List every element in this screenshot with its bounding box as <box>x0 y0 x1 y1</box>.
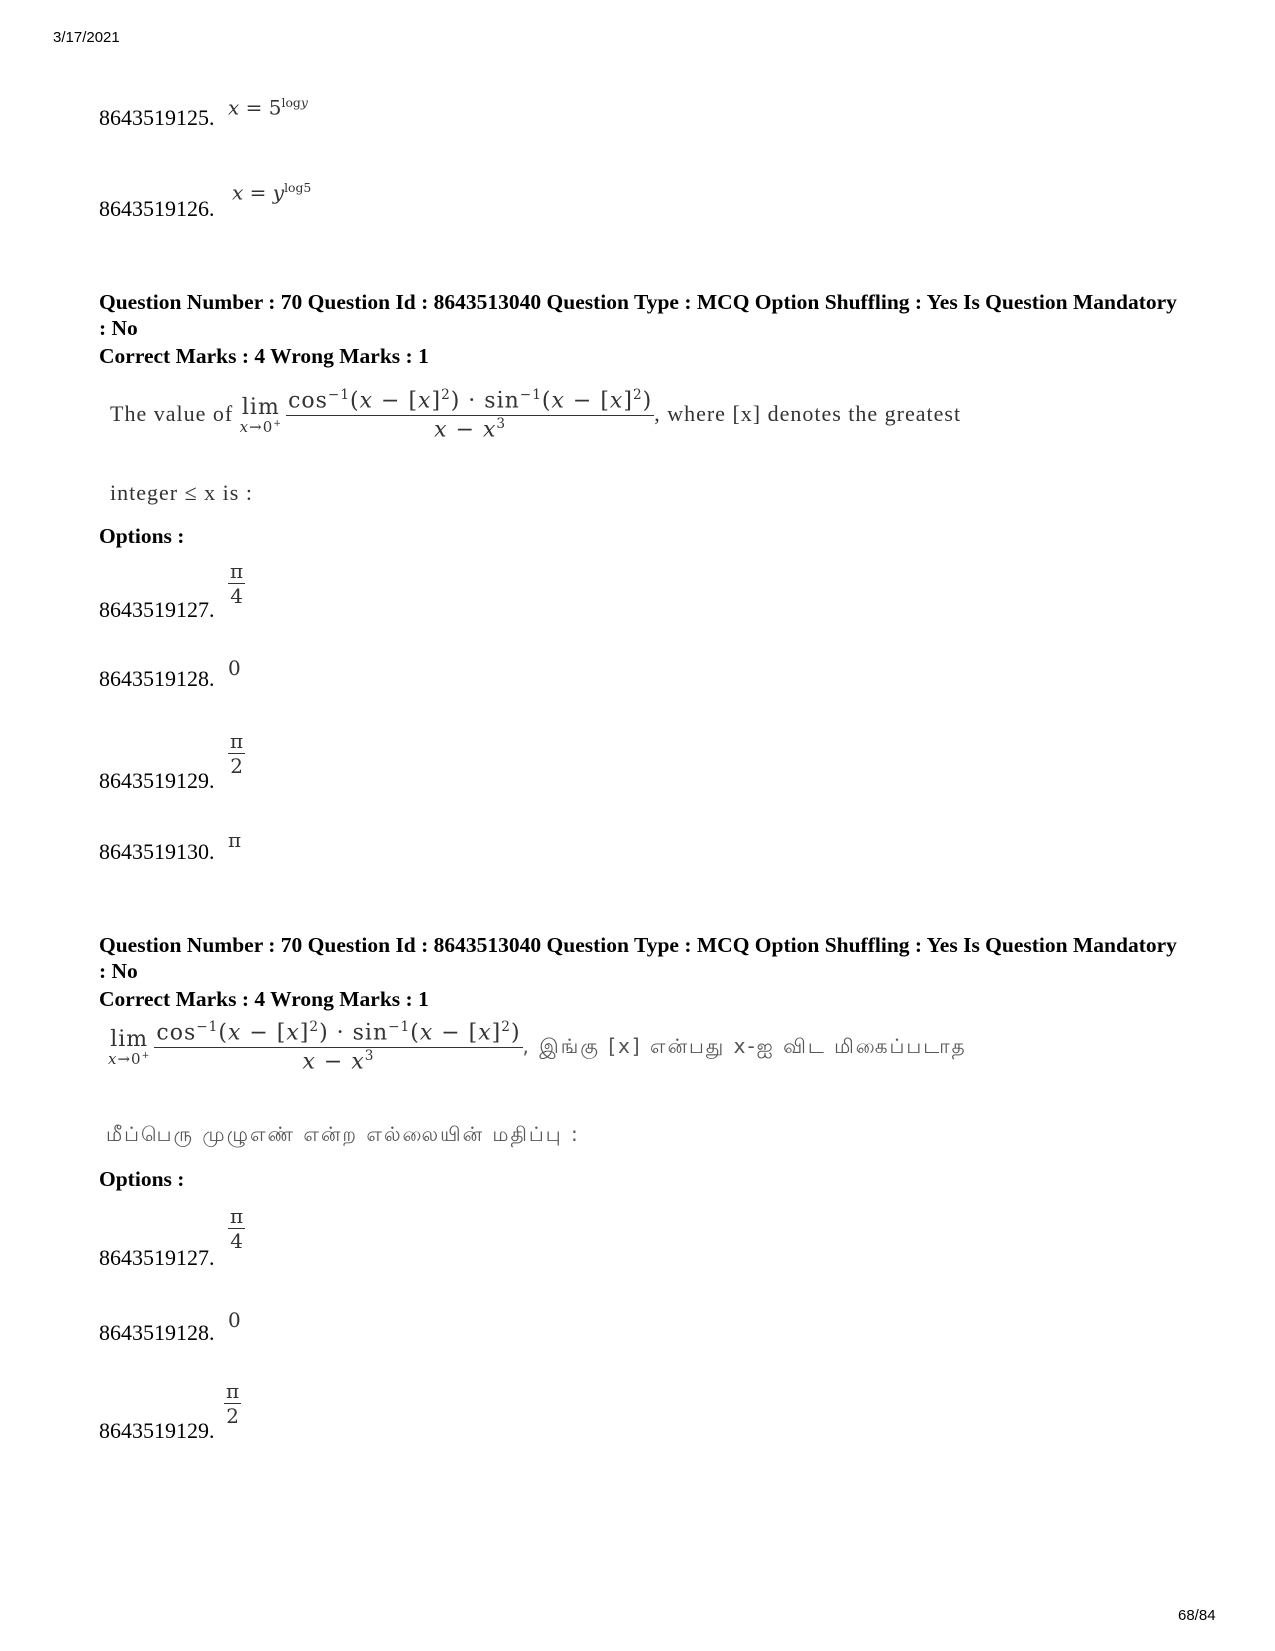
option-value: $\frac{\pi}{2}$ <box>230 729 244 778</box>
option-expression: $x = y^{log5}$ <box>232 180 312 205</box>
question-text-prefix: The value of <box>110 401 234 427</box>
question-marks: Correct Marks : 4 Wrong Marks : 1 <box>99 987 429 1011</box>
question-header: Question Number : 70 Question Id : 8643513040 Question Type : MCQ Option Shuffling : Yes Is Question Mandatory : No <box>99 290 1177 340</box>
option-value: $\frac{\pi}{2}$ <box>226 1379 240 1428</box>
option-expression: $x = 5^{logy}$ <box>228 95 308 120</box>
option-value: $\frac{\pi}{4}$ <box>230 1204 244 1253</box>
option-value: π <box>228 828 242 852</box>
option-id: 8643519125. <box>99 105 215 130</box>
option-id: 8643519130. <box>99 839 215 864</box>
question-text-suffix: , where [x] denotes the greatest <box>654 401 962 427</box>
option-id: 8643519127. <box>99 597 215 622</box>
print-date: 3/17/2021 <box>53 29 120 46</box>
option-id: 8643519129. <box>99 1418 215 1443</box>
option-value: 0 <box>228 1308 241 1332</box>
limit-expression: lim x→0+ $\frac{\cos^{-1}(x - [x]^2) \cdot \sin^{-1}(x - [x]^2)}{x - x^3}$ <box>108 1019 521 1074</box>
option-id: 8643519129. <box>99 768 215 793</box>
option-id: 8643519128. <box>99 1320 215 1345</box>
question-text <box>110 388 961 442</box>
option-id: 8643519126. <box>99 196 215 221</box>
option-id: 8643519128. <box>99 666 215 691</box>
question-text-line2: integer ≤ x is : <box>110 480 253 505</box>
question-text-suffix: , இங்கு [x] என்பது x-ஐ விட மிகைப்படாத <box>522 1034 967 1059</box>
question-text <box>108 1020 967 1074</box>
options-label: Options : <box>99 524 185 548</box>
option-value: $\frac{\pi}{4}$ <box>230 559 244 608</box>
option-value: 0 <box>228 656 241 680</box>
limit-expression: lim x→0+ $\frac{\cos^{-1}(x - [x]^2) \cdot \sin^{-1}(x - [x]^2)}{x - x^3}$ <box>239 387 653 442</box>
page-number: 68/84 <box>1178 1607 1216 1624</box>
options-label: Options : <box>99 1167 185 1191</box>
question-marks: Correct Marks : 4 Wrong Marks : 1 <box>99 344 429 368</box>
question-header: Question Number : 70 Question Id : 8643513040 Question Type : MCQ Option Shuffling : Yes Is Question Mandatory : No <box>99 933 1177 983</box>
option-id: 8643519127. <box>99 1245 215 1270</box>
question-text-line2: மீப்பெரு முழுஎண் என்ற எல்லையின் மதிப்பு : <box>106 1122 580 1146</box>
